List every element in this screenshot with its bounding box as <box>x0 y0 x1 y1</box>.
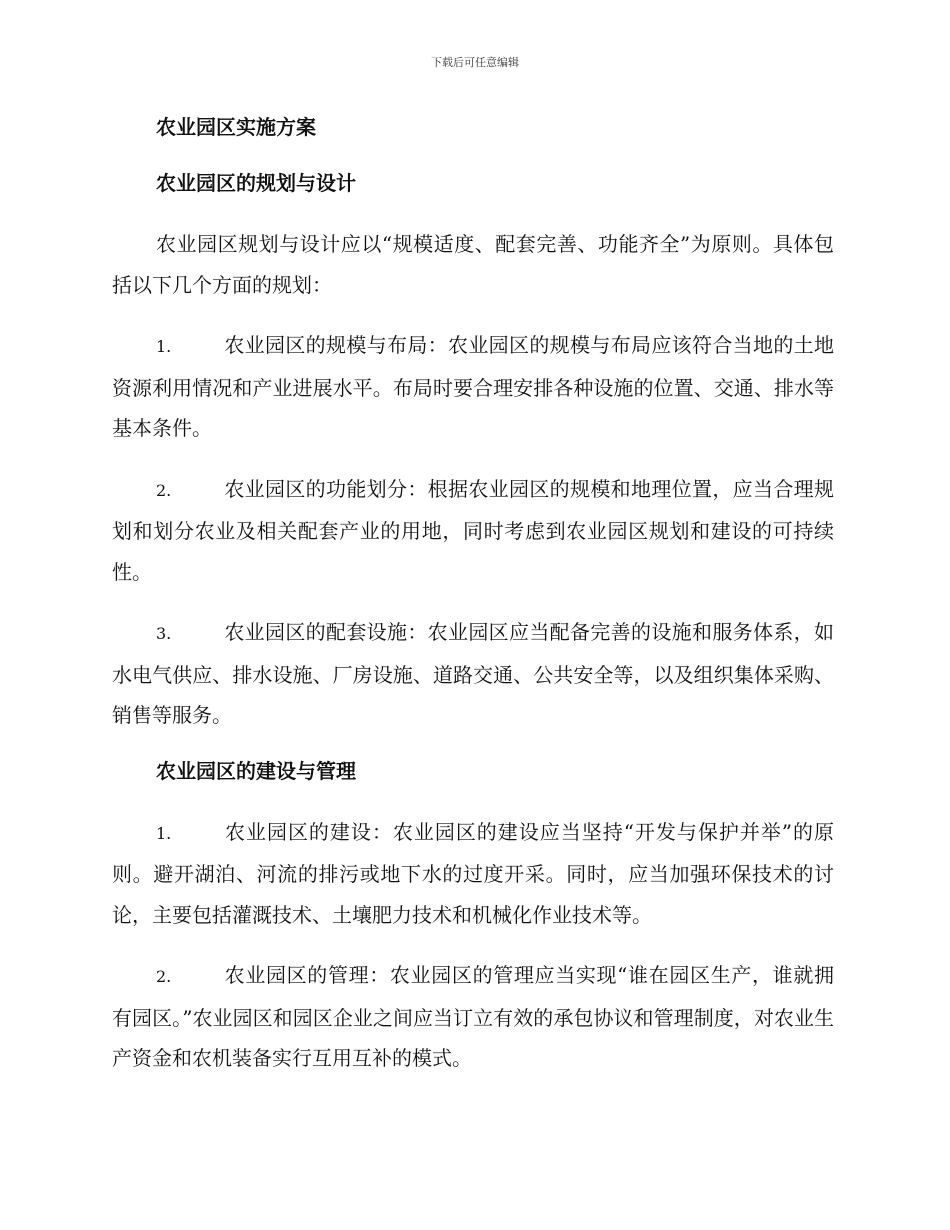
section-1-item-2 <box>112 469 834 593</box>
section-1-item-1 <box>112 325 834 449</box>
section-2-heading: 农业园区的建设与管理 <box>156 758 356 783</box>
list-number: 1. <box>156 823 172 843</box>
section-1-intro: 农业园区规划与设计应以“规模适度、配套完善、功能齐全”为原则。具体包括以下几个方面的规划： <box>112 232 834 297</box>
list-number: 2. <box>156 480 172 500</box>
list-text: 农业园区的功能划分：根据农业园区的规模和地理位置，应当合理规划和划分农业及相关配套产业的用地，同时考虑到农业园区规划和建设的可持续性。 <box>112 476 834 584</box>
list-text: 农业园区的规模与布局：农业园区的规模与布局应该符合当地的土地资源利用情况和产业进展水平。布局时要合理安排各种设施的位置、交通、排水等基本条件。 <box>112 333 834 440</box>
list-number: 2. <box>156 967 172 986</box>
list-text: 农业园区的配套设施：农业园区应当配备完善的设施和服务体系，如水电气供应、排水设施、厂房设施、道路交通、公共安全等，以及组织集体采购、销售等服务。 <box>112 620 834 727</box>
section-2-item-2 <box>112 955 834 1079</box>
list-text: 农业园区的建设：农业园区的建设应当坚持“开发与保护并举”的原则。避开湖泊、河流的排污或地下水的过度开采。同时，应当加强环保技术的讨论，主要包括灌溉技术、土壤肥力技术和机械化作业技术等。 <box>112 819 834 927</box>
header-note: 下载后可任意编辑 <box>431 56 519 69</box>
section-2-item-1 <box>112 812 834 936</box>
list-number: 3. <box>156 624 172 643</box>
document-title: 农业园区实施方案 <box>156 115 316 139</box>
list-text: 农业园区的管理：农业园区的管理应当实现“谁在园区生产，谁就拥有园区。”农业园区和园区企业之间应当订立有效的承包协议和管理制度，对农业生产资金和农机装备实行互用互补的模式。 <box>112 963 834 1070</box>
section-1-item-3 <box>112 612 834 736</box>
document-body <box>112 112 834 1099</box>
list-number: 1. <box>156 337 172 356</box>
section-1-heading: 农业园区的规划与设计 <box>156 171 356 195</box>
